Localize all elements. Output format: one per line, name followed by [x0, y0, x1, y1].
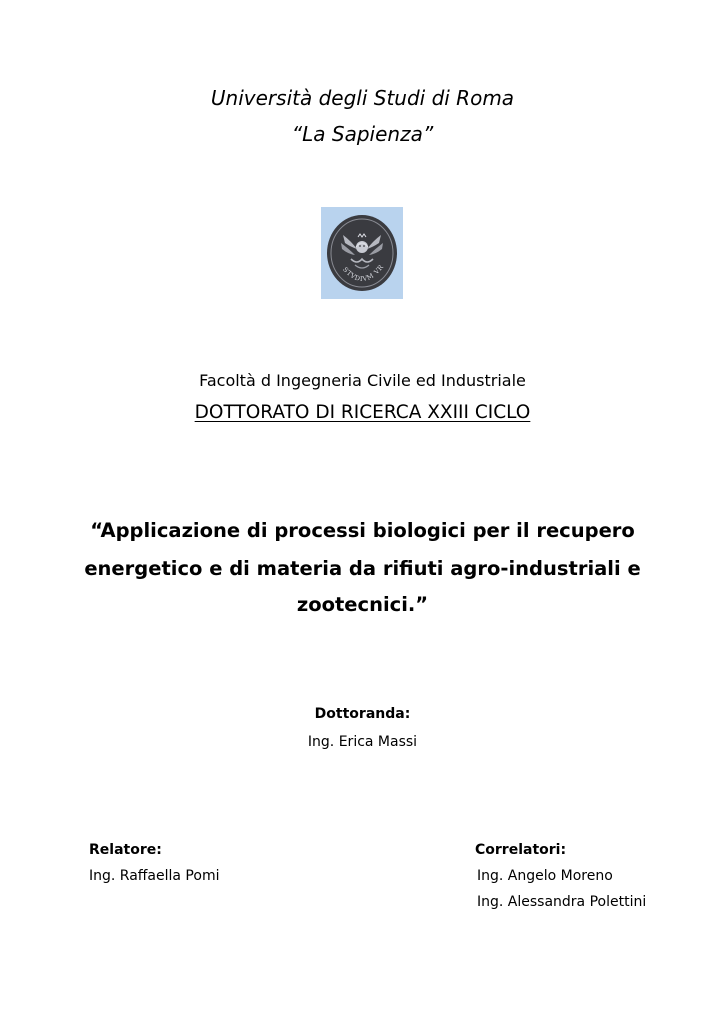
- svg-text:STVDIVM VRBIS: STVDIVM VR: [341, 262, 386, 284]
- candidate-label: Dottoranda:: [314, 706, 411, 722]
- co-supervisor-name: Ing. Alessandra Polettini: [477, 894, 647, 910]
- faculty-name: Facoltà d Ingegneria Civile ed Industriale: [199, 371, 526, 390]
- supervisor-name: Ing. Raffaella Pomi: [89, 868, 220, 884]
- thesis-title-line-3: zootecnici.”: [296, 593, 429, 616]
- doctorate-program: DOTTORATO DI RICERCA XXIII CICLO: [194, 402, 531, 423]
- thesis-title-line-2: energetico e di materia da rifiuti agro-industriali e: [84, 557, 641, 580]
- university-name: Università degli Studi di Roma: [210, 86, 515, 110]
- candidate-name: Ing. Erica Massi: [307, 734, 418, 750]
- co-supervisor-name: Ing. Angelo Moreno: [477, 868, 613, 884]
- co-supervisors-label: Correlatori:: [475, 842, 567, 858]
- supervisor-label: Relatore:: [89, 842, 162, 858]
- sapienza-seal-icon: [321, 207, 403, 299]
- sapienza-logo: [321, 207, 403, 299]
- university-nickname: “La Sapienza”: [291, 122, 434, 146]
- thesis-title-line-1: “Applicazione di processi biologici per il recupero: [90, 519, 635, 542]
